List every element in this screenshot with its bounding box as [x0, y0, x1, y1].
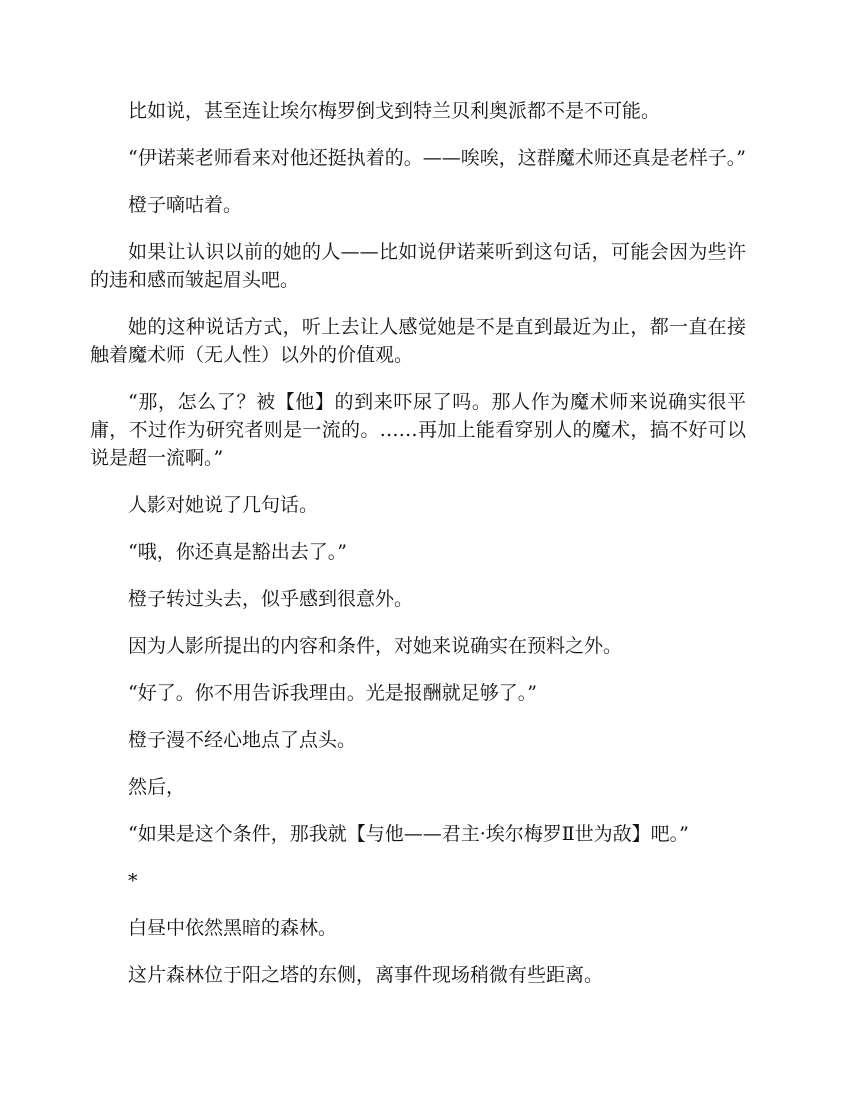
paragraph-15: 白昼中依然黑暗的森林。: [128, 917, 338, 939]
section-break: *: [128, 870, 138, 892]
paragraph-13: 然后，: [128, 776, 186, 798]
paragraph-5: 她的这种说话方式，听上去让人感觉她是不是直到最近为止，都一直在接触着魔术师（无人性）以外的价值观。: [90, 316, 746, 366]
paragraph-7: 人影对她说了几句话。: [128, 494, 319, 516]
paragraph-8: “哦，你还真是豁出去了。”: [128, 541, 347, 563]
paragraph-6: “那，怎么了？被【他】的到来吓尿了吗。那人作为魔术师来说确实很平庸，不过作为研究者则是一流的。……再加上能看穿别人的魔术，搞不好可以说是超一流啊。”: [90, 391, 746, 469]
paragraph-14: “如果是这个条件，那我就【与他——君主·埃尔梅罗Ⅱ世为敌】吧。”: [128, 823, 689, 845]
paragraph-4: 如果让认识以前的她的人——比如说伊诺莱听到这句话，可能会因为些许的违和感而皱起眉头吧。: [90, 241, 746, 291]
paragraph-11: “好了。你不用告诉我理由。光是报酬就足够了。”: [128, 682, 537, 704]
paragraph-1: 比如说，甚至连让埃尔梅罗倒戈到特兰贝利奥派都不是不可能。: [128, 100, 661, 122]
paragraph-9: 橙子转过头去，似乎感到很意外。: [128, 588, 414, 610]
paragraph-3: 橙子嘀咕着。: [128, 194, 243, 216]
paragraph-12: 橙子漫不经心地点了点头。: [128, 729, 357, 751]
paragraph-16: 这片森林位于阳之塔的东侧，离事件现场稍微有些距离。: [128, 964, 604, 986]
paragraph-10: 因为人影所提出的内容和条件，对她来说确实在预料之外。: [128, 635, 623, 657]
paragraph-2: “伊诺莱老师看来对他还挺执着的。——唉唉，这群魔术师还真是老样子。”: [128, 147, 746, 169]
